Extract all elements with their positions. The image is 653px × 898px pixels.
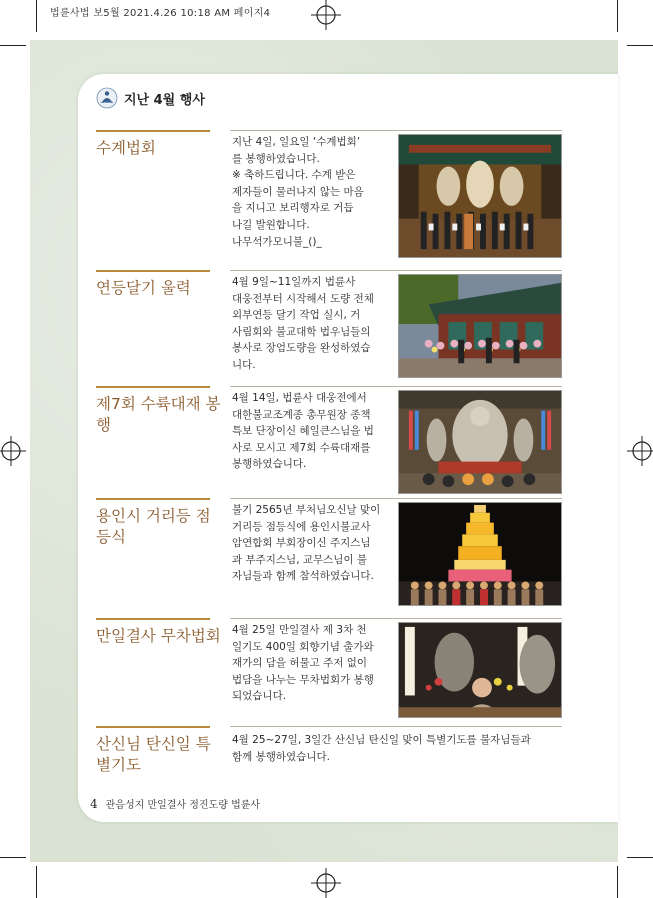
section-rule	[230, 130, 562, 131]
crop-mark	[627, 857, 653, 858]
event-photo	[398, 390, 562, 494]
crop-mark	[617, 866, 618, 898]
section-heading: 수계법회	[96, 139, 156, 157]
crop-mark	[36, 866, 37, 898]
crop-mark	[617, 0, 618, 32]
event-section	[96, 386, 562, 496]
section-rule	[230, 386, 562, 387]
crop-mark	[0, 45, 26, 46]
event-photo	[398, 274, 562, 378]
section-body: 지난 4일, 일요일 ‘수계법회’ 를 봉행하였습니다. ※ 축하드립니다. 수계 받은 제자들이 물러나지 않는 마음 을 지니고 보리행자로 거듭 나길 발원합니다. 나무석가모니불_()_	[232, 136, 364, 248]
section-heading: 제7회 수륙대재 봉행	[96, 395, 221, 434]
section-rule	[96, 726, 210, 728]
page-header	[96, 86, 205, 110]
section-body: 4월 9일~11일까지 법륜사 대웅전부터 시작해서 도량 전체 외부연등 달기 작업 실시, 거 사림회와 불교대학 법우님들의 봉사로 장엄도량을 완성하였습 니다.	[232, 276, 374, 371]
page-footer	[90, 796, 260, 811]
event-photo	[398, 622, 562, 718]
event-section	[96, 498, 562, 614]
registration-mark-icon	[0, 436, 26, 466]
section-rule	[230, 498, 562, 499]
event-section	[96, 130, 562, 264]
crop-mark	[36, 0, 37, 32]
crop-mark	[0, 857, 26, 858]
print-info: 법륜사법 보5월 2021.4.26 10:18 AM 페이지4	[50, 8, 271, 19]
event-section	[96, 726, 562, 786]
section-rule	[96, 618, 210, 620]
event-section	[96, 618, 562, 722]
section-heading: 용인시 거리등 점등식	[96, 507, 211, 546]
section-heading: 연등달기 울력	[96, 279, 191, 297]
section-rule	[96, 498, 210, 500]
event-photo	[398, 502, 562, 606]
registration-mark-icon	[627, 436, 653, 466]
section-heading: 산신님 탄신일 특별기도	[96, 735, 211, 774]
registration-mark-icon	[311, 0, 341, 30]
event-section	[96, 270, 562, 384]
section-body: 불기 2565년 부처님오신날 맞이 거리등 점등식에 용인시불교사 암연합회 부회장이신 주지스님 과 부주지스님, 교무스님이 불 자님들과 함께 참석하였습니다.	[232, 504, 381, 583]
page-number: 4	[90, 796, 98, 811]
section-rule	[230, 726, 562, 727]
section-rule	[96, 130, 210, 132]
section-rule	[230, 618, 562, 619]
buddha-lotus-icon	[96, 87, 118, 109]
registration-mark-icon	[311, 868, 341, 898]
section-body: 4월 14일, 법륜사 대웅전에서 대한불교조계종 총무원장 종책 특보 단장이신 혜일큰스님을 법 사로 모시고 제7회 수륙대재를 봉행하였습니다.	[232, 392, 374, 471]
section-heading: 만일결사 무차법회	[96, 627, 221, 645]
footer-text: 관음성지 만일결사 정진도량 법륜사	[105, 800, 261, 811]
section-rule	[96, 386, 210, 388]
section-rule	[96, 270, 210, 272]
section-rule	[230, 270, 562, 271]
section-body: 4월 25일 만일결사 제 3차 천 일기도 400일 회향기념 출가와 재가의 담을 허물고 주저 없이 법담을 나누는 무차법회가 봉행 되었습니다.	[232, 624, 374, 703]
page-title: 지난 4월 행사	[124, 92, 205, 108]
event-photo	[398, 134, 562, 258]
section-body: 4월 25~27일, 3일간 산신님 탄신일 맞이 특별기도를 불자님들과 함께 봉행하였습니다.	[232, 734, 531, 763]
crop-mark	[627, 45, 653, 46]
